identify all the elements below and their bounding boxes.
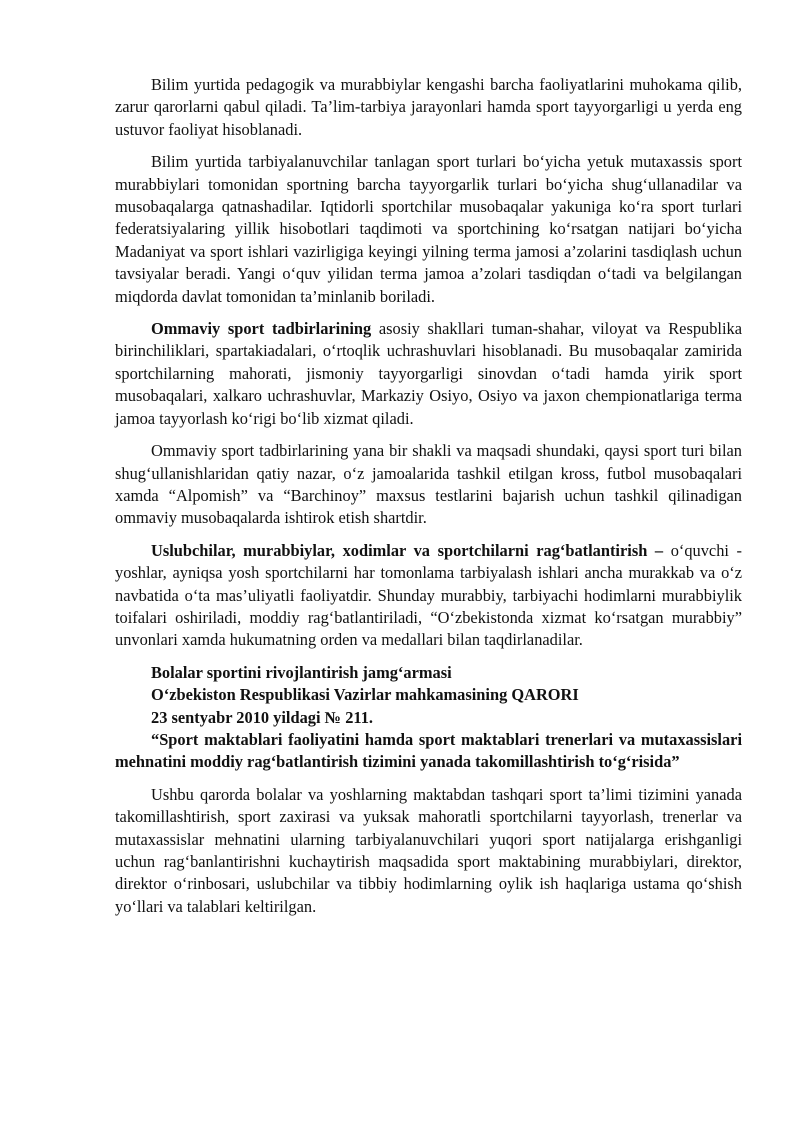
- paragraph-3-lead: Ommaviy sport tadbirlarining: [151, 319, 372, 339]
- paragraph-5-lead: Uslubchilar, murabbiylar, xodimlar va sportchilarni rag‘batlantirish –: [151, 540, 664, 560]
- paragraph-2: Bilim yurtida tarbiyalanuvchilar tanlagan sport turlari bo‘yicha yetuk mutaxassis sport murabbiylari tomonidan sportning barcha tayyorgarlik turlari bo‘yicha shug‘ullanadilar va musobaqalarga qatnashadilar. Iqtidorli sportchilar musobaqalar yakuniga ko‘ra sport turlari federatsiyalaring yillik hisobotlari taqdimoti va sportchining ko‘rsatgan natijari bo‘yicha Madaniyat va sport ishlari vazirligiga keyingi yilning terma jamosi a’zolarini tasdiqlash uchun tavsiyalar beradi. Yangi o‘quv yilidan terma jamoa a’zolari tasdiqdan o‘tadi va belgilangan miqdorda davlat tomonidan ta’minlanib boriladi.: [115, 152, 742, 306]
- paragraph-5-text: o‘quvchi - yoshlar, ayniqsa yosh sportchilarni har tomonlama tarbiyalash ishlari ancha murakkab va o‘z navbatida o‘ta mas’uliyatli faoliyatdir. Shunday murabbiy, tarbiyachi hodimlarni murabbiylik toifalari oshiriladi, moddiy rag‘batlantiriladi, “O‘zbekistonda xizmat ko‘rsatgan murabbiy” unvonlari xamda hukumatning orden va medallari bilan taqdirlanadilar.: [115, 540, 743, 650]
- heading-date: 23 sentyabr 2010 yildagi № 211.: [151, 707, 373, 727]
- paragraph-5: [115, 540, 742, 652]
- heading-decree: O‘zbekiston Respublikasi Vazirlar mahkamasining QARORI: [151, 685, 579, 705]
- heading-fund: Bolalar sportini rivojlantirish jamg‘armasi: [151, 662, 452, 682]
- heading-decree-title: “Sport maktablari faoliyatini hamda sport maktablari trenerlari va mutaxassislari mehnatini moddiy rag‘batlantirish tizimini yanada takomillashtirish to‘g‘risida”: [115, 729, 742, 772]
- paragraph-3-text: asosiy shakllari tuman-shahar, viloyat va Respublika birinchiliklari, spartakiadalari, o‘rtoqlik uchrashuvlari hisoblanadi. Bu musobaqalar zamirida sportchilarning mahorati, jismoniy tayyorgarligi sinovdan o‘tadi hamda yirik sport musobaqalari, xalkaro uchrashuvlar, Markaziy Osiyo, Osiyo va jaxon chempionatlariga terma jamoa tayyorlash ko‘rigi bo‘lib xizmat qiladi.: [115, 319, 742, 428]
- paragraph-1: Bilim yurtida pedagogik va murabbiylar kengashi barcha faoliyatlarini muhokama qilib, zarur qarorlarni qabul qiladi. Ta’lim-tarbiya jarayonlari hamda sport tayyorgarligi u yerda eng ustuvor faoliyat hisoblanadi.: [115, 75, 742, 139]
- paragraph-6: Ushbu qarorda bolalar va yoshlarning maktabdan tashqari sport ta’limi tizimini yanada takomillashtirish, sport zaxirasi va yuksak mahoratli sportchilarni tayyorlash, trenerlar va mutaxassislar mehnatini ularning tarbiyalanuvchilari yuqori sport natijalarga erishganligi uchun rag‘banlantirishni kuchaytirish maqsadida sport maktabining murabbiylari, direktor, direktor o‘rinbosari, uslubchilar va tibbiy hodimlarning oylik ish haqlariga ustama qo‘shish yo‘llari va talablari keltirilgan.: [115, 784, 742, 916]
- document-page: [115, 74, 742, 928]
- paragraph-4: Ommaviy sport tadbirlarining yana bir shakli va maqsadi shundaki, qaysi sport turi bilan shug‘ullanishlaridan qatiy nazar, o‘z jamoalarida tashkil etilgan kross, futbol musobaqalari xamda “Alpomish” va “Barchinoy” maxsus testlarini bajarish uchun tashkil qilinadigan ommaviy musobaqalarda ishtirok etish shartdir.: [115, 441, 742, 528]
- paragraph-3: [115, 318, 742, 430]
